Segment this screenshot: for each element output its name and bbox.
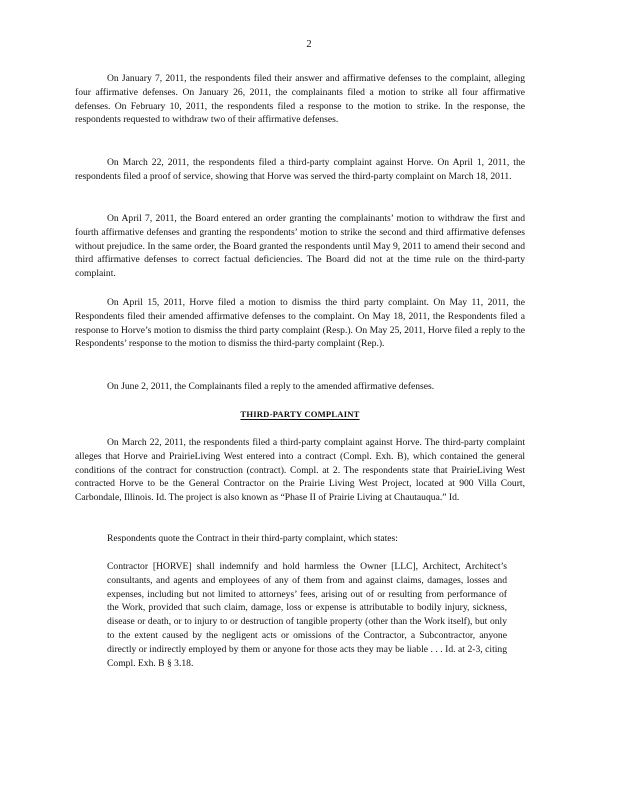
paragraph-motion-to-dismiss: On April 15, 2011, Horve filed a motion to dismiss the third party complaint. On May 11, 2011, the Respondents filed their amended affirmative defenses to the complaint. On May 18, 2011, the Respondents filed a response to Horve’s motion to dismiss the third party complaint (Resp.). On May 25, 2011, Horve filed a reply to the Respondents’ response to the motion to dismiss the third-party complaint (Rep.). [75, 297, 525, 350]
section-heading-text: THIRD-PARTY COMPLAINT [240, 409, 360, 419]
paragraph-reply: On June 2, 2011, the Complainants filed a reply to the amended affirmative defenses. [107, 381, 435, 392]
paragraph-board-order: On April 7, 2011, the Board entered an order granting the complainants’ motion to withdraw the first and fourth affirmative defenses and granting the respondents’ motion to strike the second and third affirmative defenses without prejudice. In the same order, the Board granted the respondents until May 9, 2011 to amend their second and third affirmative defenses to correct factual deficiencies. The Board did not at the time rule on the third-party complaint. [75, 213, 525, 280]
page-number: 2 [306, 39, 312, 50]
paragraph-third-party-filing: On March 22, 2011, the respondents filed a third-party complaint against Horve. On April 1, 2011, the respondents filed a proof of service, showing that Horve was served the third-party complaint on March 18, 2011. [75, 157, 525, 182]
quote-intro: Respondents quote the Contract in their third-party complaint, which states: [107, 533, 398, 544]
contract-block-quote: Contractor [HORVE] shall indemnify and hold harmless the Owner [LLC], Architect, Architect’s consultants, and agents and employees of any of them from and against claims, damages, losses and expenses, including but not limited to attorneys’ fees, arising out of or resulting from performance of the Work, provided that such claim, damage, loss or expense is attributable to bodily injury, sickness, disease or death, or to injury to or destruction of tangible property (other than the Work itself), but only to the extent caused by the negligent acts or omissions of the Contractor, a Subcontractor, anyone directly or indirectly employed by them or anyone for those acts they may be liable . . . Id. at 2-3, citing Compl. Exh. B § 3.18. [107, 561, 507, 669]
paragraph-answer-and-defenses: On January 7, 2011, the respondents filed their answer and affirmative defenses to the complaint, alleging four affirmative defenses. On January 26, 2011, the complainants filed a motion to strike all four affirmative defenses. On February 10, 2011, the respondents filed a response to the motion to strike. In the response, the respondents requested to withdraw two of their affirmative defenses. [75, 73, 525, 126]
paragraph-third-party-complaint: On March 22, 2011, the respondents filed a third-party complaint against Horve. The third-party complaint alleges that Horve and PrairieLiving West entered into a contract (Compl. Exh. B), which contained the general conditions of the contract for construction (contract). Compl. at 2. The respondents state that PrairieLiving West contracted Horve to be the General Contractor on the Prairie Living West Project, located at 900 Villa Court, Carbondale, Illinois. Id. The project is also known as “Phase II of Prairie Living at Chautauqua.” Id. [75, 437, 525, 504]
section-heading [75, 408, 525, 422]
